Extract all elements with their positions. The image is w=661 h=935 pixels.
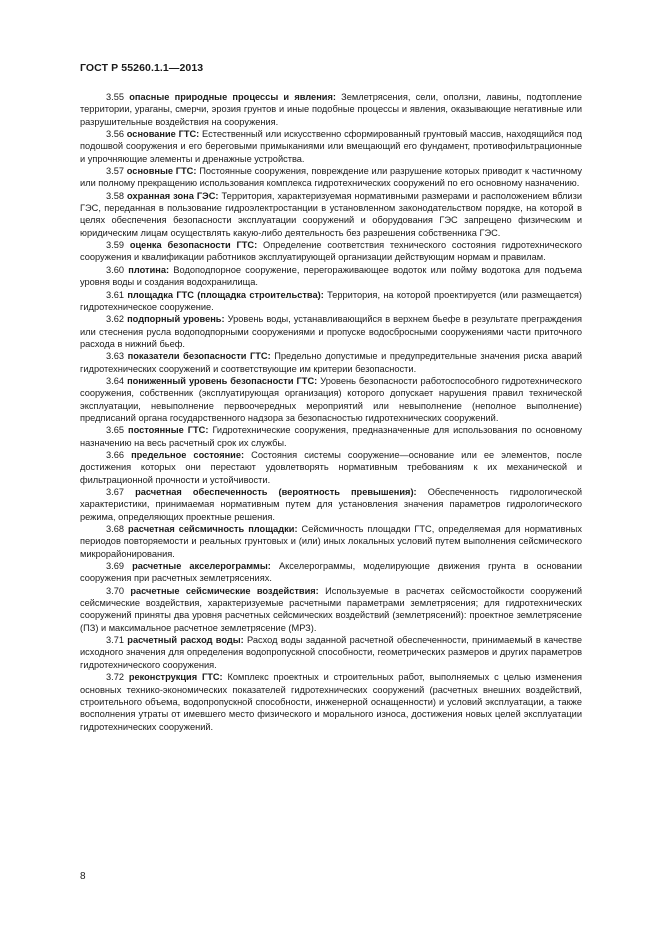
defined-term: постоянные ГТС:	[128, 425, 209, 436]
definition-paragraph	[80, 486, 582, 523]
clause-number: 3.55	[106, 92, 125, 102]
definition-text: Естественный или искусственно сформированный грунтовый массив, находящийся под подошвой сооружения и его береговыми примыканиями или вмещающий его фундамент, противофильтрационные и упрочняющие элементы и дренажные устройства.	[80, 129, 583, 164]
page-number: 8	[80, 871, 86, 882]
definition-paragraph	[80, 375, 582, 424]
definition-paragraph	[80, 91, 582, 128]
definition-text: Сейсмичность площадки ГТС, определяемая для нормативных периодов повторяемости и реальных грунтовых и (или) иных локальных условий путем выполнения сейсмического микрорайонирования.	[80, 524, 582, 559]
definition-text: Предельно допустимые и предупредительные значения риска аварий гидротехнических сооружений и соответствующие им критерии безопасности.	[80, 351, 582, 374]
definition-text: Определение соответствия технического состояния гидротехнического сооружения и квалификации работников эксплуатирующей организации действующим нормам и правилам.	[80, 240, 582, 263]
clause-number: 3.71	[106, 635, 125, 646]
definition-paragraph	[80, 585, 582, 634]
definition-text: Постоянные сооружения, повреждение или разрушение которых приводит к частичному или полному прекращению использования комплекса гидротехнических сооружений по его основному назначению.	[80, 166, 582, 189]
clause-number: 3.61	[106, 289, 125, 300]
clause-number: 3.60	[106, 264, 125, 275]
defined-term: основание ГТС:	[126, 129, 200, 140]
definition-paragraph	[80, 190, 582, 239]
clause-number: 3.57	[106, 166, 125, 177]
clause-number: 3.56	[106, 129, 125, 140]
definition-text: Расход воды заданной расчетной обеспеченности, принимаемый в качестве исходного значения для определения водопропускной способности, геометрических размеров и других параметров гидротехнического сооружения.	[80, 635, 582, 670]
defined-term: охранная зона ГЭС:	[127, 190, 219, 201]
defined-term: реконструкция ГТС:	[128, 672, 223, 683]
clause-number: 3.72	[106, 672, 125, 683]
clause-number: 3.58	[106, 190, 125, 201]
definition-text: Землетрясения, сели, оползни, лавины, подтопление территории, ураганы, смерчи, эрозия грунтов и иные подобные процессы и явления, оказывающие негативные или разрушительные воздействия на сооружения.	[80, 92, 582, 127]
defined-term: расчетные акселерограммы:	[132, 561, 271, 572]
defined-term: плотина:	[128, 264, 170, 275]
defined-term: подпорный уровень:	[127, 314, 225, 325]
definition-text: Территория, характеризуемая нормативными размерами и расположением вблизи ГЭС, переданная в пользование гидроэлектростанции в установленном законодательством порядке, на которой в целях обеспечения безопасности эксплуатации сооружений и оборудования ГЭС запрещено физическим и юридическим лицам осуществлять какую-либо деятельность без разрешения собственника ГЭС.	[80, 190, 582, 238]
definition-text: Используемые в расчетах сейсмостойкости сооружений сейсмические воздействия, характеризуемые расчетными параметрами землетрясения; для гидротехнических сооружений приняты два уровня расчетных сейсмических воздействий (землетрясений): проектное землетрясение (ПЗ) и максимальное расчетное землетрясение (МРЗ).	[80, 585, 582, 633]
definition-paragraph	[80, 128, 582, 165]
defined-term: оценка безопасности ГТС:	[129, 240, 258, 251]
clause-number: 3.68	[106, 524, 125, 535]
definition-text: Уровень воды, устанавливающийся в верхнем бьефе в результате преграждения или стеснения русла водоподпорными сооружениями и пропуске водосбросными сооружениями части приточного расхода в нижний бьеф.	[80, 314, 583, 349]
definition-paragraph	[80, 313, 582, 350]
definition-text: Уровень безопасности работоспособного гидротехнического сооружения, собственник (эксплуатирующая организация) которого допускает нарушения правил технической эксплуатации, невыполнение первоочередных мероприятий или невыполнение (неполное выполнение) предписаний органа государственного надзора за безопасностью гидротехнических сооружений.	[80, 375, 583, 423]
defined-term: предельное состояние:	[131, 449, 245, 460]
document-body	[80, 91, 582, 733]
document-header: ГОСТ Р 55260.1.1—2013	[80, 62, 204, 74]
clause-number: 3.62	[106, 314, 125, 325]
definition-paragraph	[80, 264, 582, 289]
clause-number: 3.65	[106, 425, 125, 436]
clause-number: 3.69	[106, 561, 125, 572]
definition-paragraph	[80, 634, 582, 671]
definition-text: Комплекс проектных и строительных работ, выполняемых с целью изменения основных технико-экономических показателей гидротехнических сооружений (расчетных внешних воздействий, строительного объема, водопропускной способности, инженерной оснащенности) и условий эксплуатации, а также восполнения утраты от имевшего место физического и морального износа, достижения новых целей эксплуатации гидротехнических сооружений.	[80, 672, 583, 732]
defined-term: расчетный расход воды:	[127, 635, 244, 646]
definition-paragraph	[80, 523, 582, 560]
defined-term: показатели безопасности ГТС:	[127, 351, 271, 362]
definition-paragraph	[80, 350, 582, 375]
definition-text: Состояния системы сооружение—основание или ее элементов, после достижения которых они перестают удовлетворять нормативным требованиям к их механической и фильтрационной прочности и устойчивости.	[80, 449, 583, 485]
clause-number: 3.63	[106, 351, 125, 362]
definition-paragraph	[80, 289, 582, 314]
defined-term: основные ГТС:	[126, 166, 197, 177]
defined-term: расчетные сейсмические воздействия:	[130, 585, 319, 596]
defined-term: расчетная обеспеченность (вероятность превышения):	[135, 487, 417, 497]
defined-term: площадка ГТС (площадка строительства):	[127, 289, 324, 300]
definition-text: Обеспеченность гидрологической характеристики, принимаемая нормативным путем для установления значения параметров гидрологического режима, определяющих проектные решения.	[80, 487, 583, 522]
definition-text: Гидротехнические сооружения, предназначенные для использования по основному назначению на весь расчетный срок их службы.	[80, 425, 582, 448]
defined-term: расчетная сейсмичность площадки:	[128, 524, 298, 535]
definition-paragraph	[80, 560, 582, 585]
definition-paragraph	[80, 671, 582, 733]
definition-text: Территория, на которой проектируется (или размещается) гидротехническое сооружение.	[80, 289, 582, 312]
clause-number: 3.59	[106, 240, 125, 251]
definition-paragraph	[80, 424, 582, 449]
definition-paragraph	[80, 239, 582, 264]
clause-number: 3.64	[106, 375, 125, 386]
definition-text: Акселерограммы, моделирующие движения грунта в основании сооружения при расчетных землетрясениях.	[80, 561, 582, 584]
definition-paragraph	[80, 449, 582, 486]
defined-term: опасные природные процессы и явления:	[129, 92, 336, 102]
clause-number: 3.70	[106, 585, 125, 596]
clause-number: 3.66	[106, 449, 125, 460]
definition-paragraph	[80, 165, 582, 190]
defined-term: пониженный уровень безопасности ГТС:	[127, 375, 318, 386]
definition-text: Водоподпорное сооружение, перегораживающее водоток или пойму водотока для подъема уровня воды и создания водохранилища.	[80, 264, 582, 288]
clause-number: 3.67	[106, 487, 125, 497]
